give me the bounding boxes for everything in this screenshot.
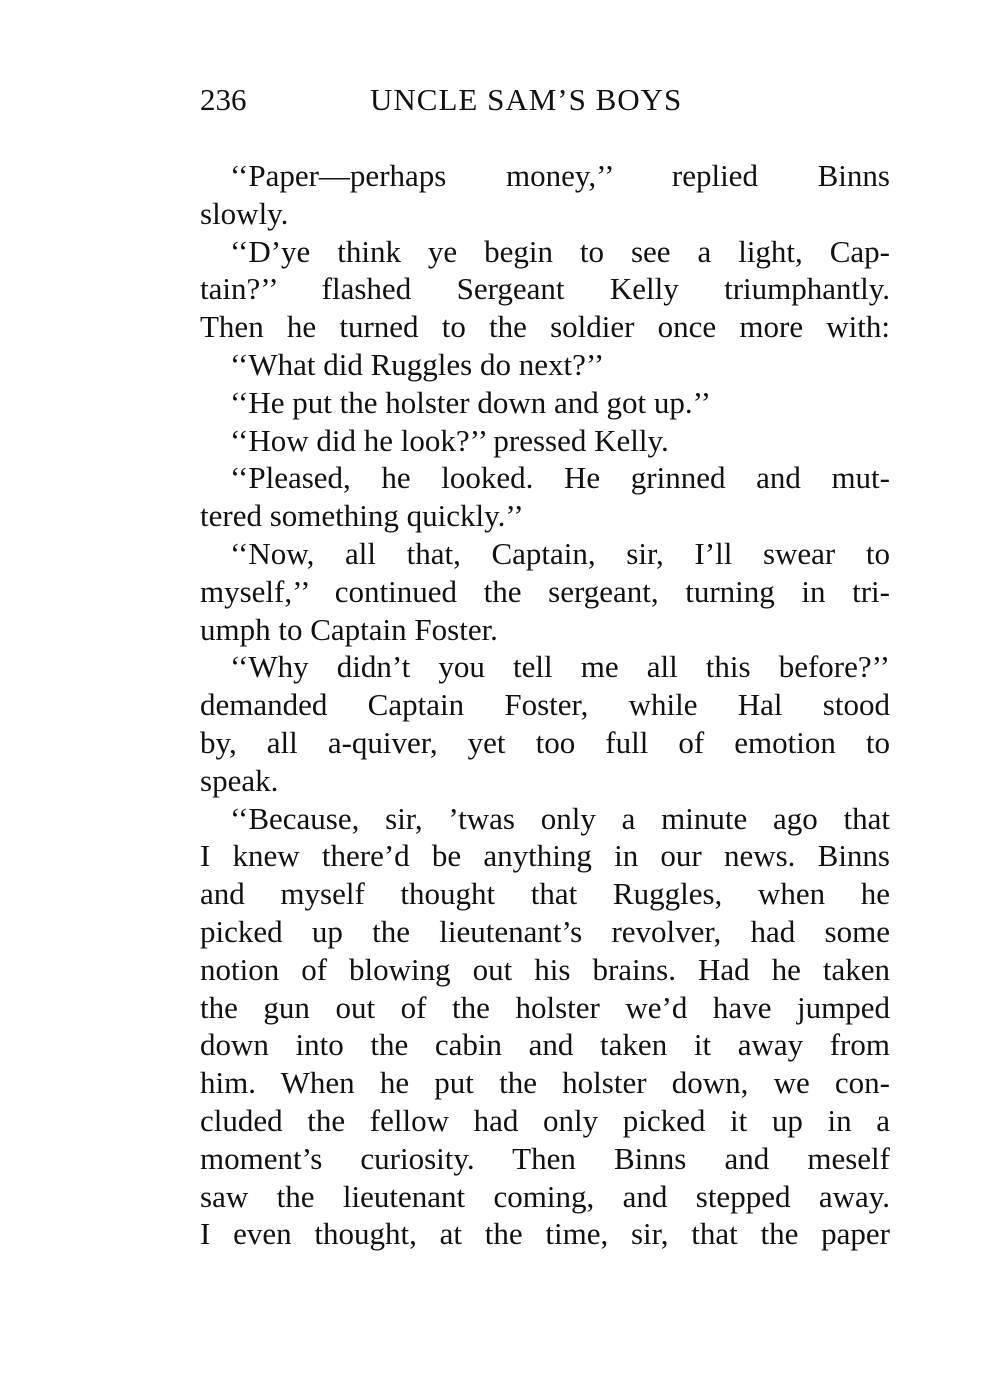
- page-number: 236: [200, 82, 247, 117]
- text-line: cluded the fellow had only picked it up in a: [200, 1102, 890, 1138]
- text-line: umph to Captain Foster.: [200, 611, 498, 647]
- text-line: the gun out of the holster we’d have jumped: [200, 989, 890, 1025]
- text-line: picked up the lieutenant’s revolver, had some: [200, 913, 890, 949]
- text-line: tered something quickly.’’: [200, 498, 524, 534]
- text-line: ‘‘Pleased, he looked. He grinned and mut-: [230, 460, 890, 496]
- text-line: notion of blowing out his brains. Had he taken: [200, 951, 890, 987]
- text-line: ‘‘D’ye think ye begin to see a light, Cap-: [230, 233, 890, 269]
- text-line: ‘‘Why didn’t you tell me all this before?’’: [230, 649, 890, 685]
- text-line: ‘‘What did Ruggles do next?’’: [230, 346, 605, 382]
- text-line: I knew there’d be anything in our news. Binns: [200, 838, 890, 874]
- body-text: [200, 157, 890, 1253]
- text-line: slowly.: [200, 195, 289, 231]
- text-line: speak.: [200, 762, 279, 798]
- text-line: and myself thought that Ruggles, when he: [200, 876, 890, 912]
- text-line: ‘‘He put the holster down and got up.’’: [230, 384, 711, 420]
- text-line: ‘‘Now, all that, Captain, sir, I’ll swear to: [230, 535, 890, 571]
- text-line: demanded Captain Foster, while Hal stood: [200, 687, 890, 723]
- text-line: ‘‘Because, sir, ’twas only a minute ago that: [230, 800, 890, 836]
- text-line: moment’s curiosity. Then Binns and meself: [200, 1140, 890, 1176]
- text-line: myself,’’ continued the sergeant, turning in tri-: [200, 573, 890, 609]
- running-title: UNCLE SAM’S BOYS: [370, 82, 683, 117]
- page-header: [200, 78, 890, 122]
- text-line: him. When he put the holster down, we con-: [200, 1065, 890, 1101]
- text-line: ‘‘Paper—perhaps money,’’ replied Binns: [230, 158, 890, 193]
- text-line: ‘‘How did he look?’’ pressed Kelly.: [230, 422, 669, 458]
- text-line: down into the cabin and taken it away from: [200, 1027, 890, 1063]
- text-line: by, all a-quiver, yet too full of emotion to: [200, 724, 890, 760]
- text-line: saw the lieutenant coming, and stepped away.: [200, 1178, 890, 1214]
- text-line: tain?’’ flashed Sergeant Kelly triumphantly.: [200, 271, 890, 307]
- text-line: I even thought, at the time, sir, that the paper: [200, 1216, 890, 1252]
- text-line: Then he turned to the soldier once more with:: [200, 309, 890, 345]
